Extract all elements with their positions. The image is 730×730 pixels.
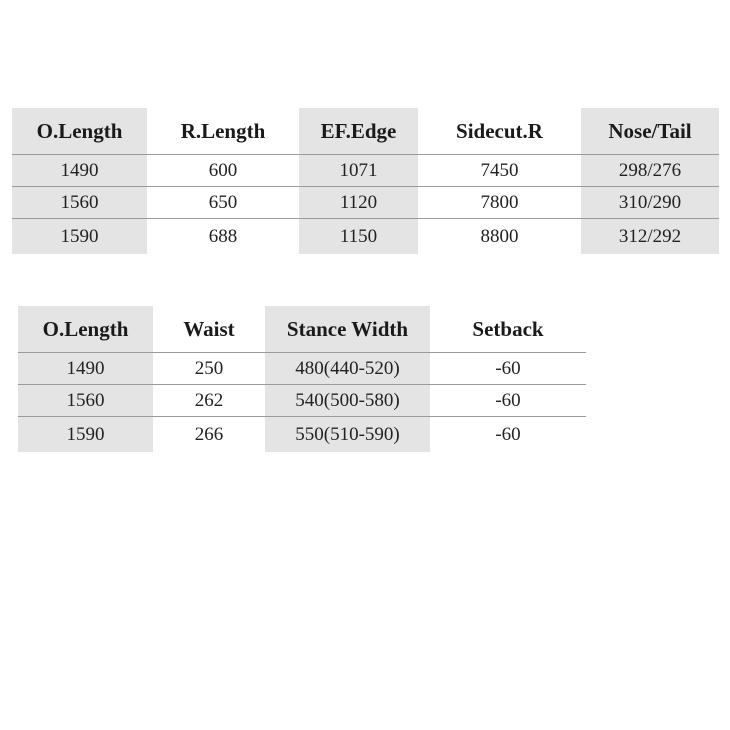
table-row: [18, 385, 586, 417]
table-cell: 266: [153, 417, 265, 453]
table-header-row: [12, 108, 719, 155]
table-row: [12, 187, 719, 219]
column-header: O.Length: [12, 108, 147, 155]
table-cell: 1071: [299, 155, 418, 187]
table-cell: 600: [147, 155, 299, 187]
table-cell: 7450: [418, 155, 581, 187]
table-cell: 550(510-590): [265, 417, 430, 453]
table-cell: 480(440-520): [265, 353, 430, 385]
table-row: [18, 417, 586, 453]
table-cell: 1490: [18, 353, 153, 385]
table-cell: 310/290: [581, 187, 719, 219]
spec-table-dimensions: [12, 108, 719, 254]
table-cell: 298/276: [581, 155, 719, 187]
spec-table-stance: [18, 306, 586, 452]
table-cell: 540(500-580): [265, 385, 430, 417]
table-cell: -60: [430, 417, 586, 453]
column-header: R.Length: [180, 118, 266, 143]
table-cell: -60: [430, 353, 586, 385]
table-cell: 1120: [299, 187, 418, 219]
table-row: [18, 353, 586, 385]
table-row: [12, 219, 719, 255]
table-cell: -60: [430, 385, 586, 417]
table-cell: 1560: [18, 385, 153, 417]
table-row: [12, 155, 719, 187]
column-header: O.Length: [18, 306, 153, 353]
column-header: Setback: [472, 316, 544, 341]
table-header-row: [18, 306, 586, 353]
table-cell: 1560: [12, 187, 147, 219]
table-cell: 1590: [18, 417, 153, 453]
table-cell: 688: [147, 219, 299, 255]
table-cell: 650: [147, 187, 299, 219]
table-cell: 7800: [418, 187, 581, 219]
column-header: Waist: [183, 316, 235, 341]
table-cell: 1150: [299, 219, 418, 255]
table-cell: 262: [153, 385, 265, 417]
table-cell: 1490: [12, 155, 147, 187]
table-cell: 1590: [12, 219, 147, 255]
column-header: Nose/Tail: [581, 108, 719, 155]
table-cell: 8800: [418, 219, 581, 255]
column-header: Stance Width: [265, 306, 430, 353]
table-cell: 312/292: [581, 219, 719, 255]
table-cell: 250: [153, 353, 265, 385]
column-header: EF.Edge: [299, 108, 418, 155]
column-header: Sidecut.R: [456, 118, 543, 143]
